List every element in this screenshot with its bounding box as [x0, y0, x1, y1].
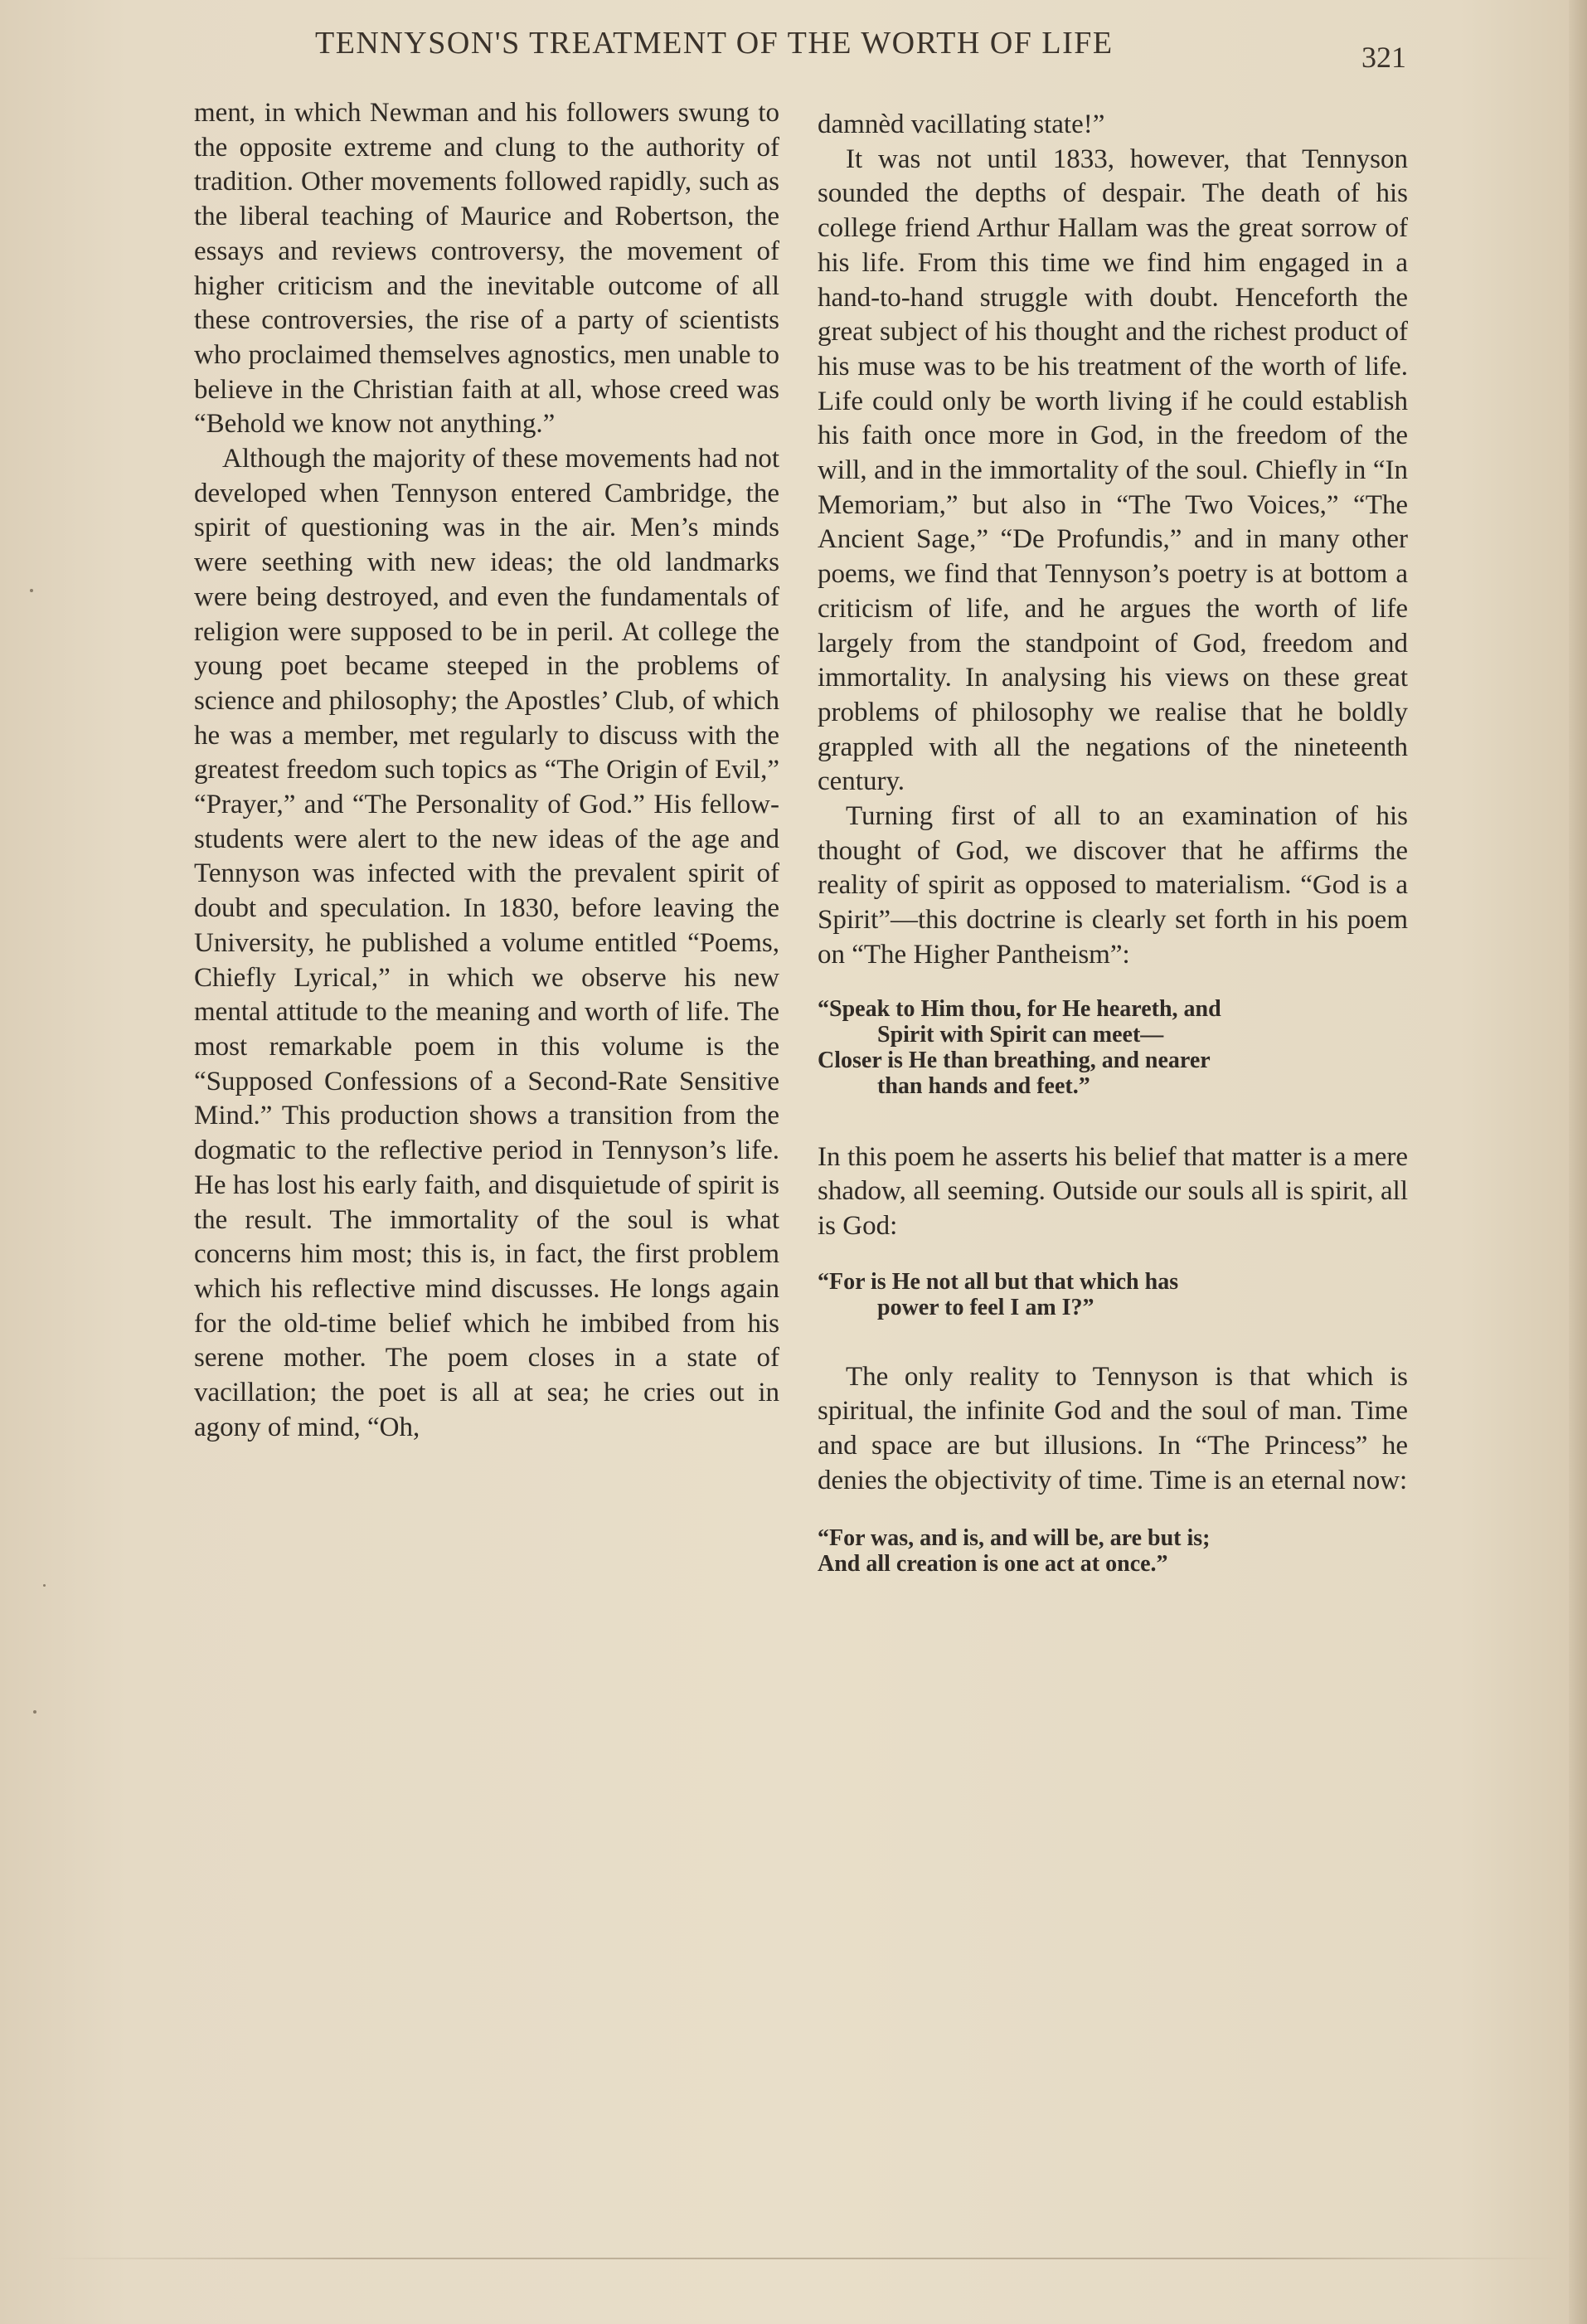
verse-line: Spirit with Spirit can meet— [877, 1021, 1164, 1048]
right-paragraph-5: The only reality to Tennyson is that which is spiritual, the infinite God and the soul of man. Time and space are but illusions. In “The Princess” he denies the objectivity of time. Time is an eternal now: [818, 1361, 1408, 1495]
right-column [818, 108, 1408, 1577]
verse-quote-i-am-i [818, 1269, 1408, 1320]
right-paragraph-2: It was not until 1833, however, that Tennyson sounded the depths of despair. The death of his college friend Arthur Hallam was the great sorrow of his life. From this time we find him engaged in a hand-to-hand struggle with doubt. Henceforth the great subject of his thought and the richest product of his muse was to be his treatment of the worth of life. Life could only be worth living if he could establish his faith once more in God, in the freedom of the will, and in the immortality of the soul. Chiefly in “In Memoriam,” but also in “The Two Voices,” “The Ancient Sage,” “De Profundis,” and in many other poems, we find that Tennyson’s poetry is at bottom a criticism of life, and he argues the worth of life largely from the standpoint of God, freedom and immortality. In analysing his views on these great problems of philosophy we realise that he boldly grappled with all the negations of the nineteenth century. [818, 143, 1408, 797]
verse-line: “Speak to Him thou, for He heareth, and [818, 995, 1221, 1022]
verse-line: “For was, and is, and will be, are but is; [818, 1524, 1211, 1551]
verse-quote-princess [818, 1525, 1408, 1577]
page-bottom-rule [50, 2258, 1559, 2259]
left-paragraph-2: Although the majority of these movements had not developed when Tennyson entered Cambridge, the spirit of questioning was in the air. Men’s minds were seething with new ideas; the old landmarks were being destroyed, and even the fundamentals of religion were supposed to be in peril. At college the young poet became steeped in the problems of science and philosophy; the Apostles’ Club, of which he was a member, met regularly to discuss with the greatest freedom such topics as “The Origin of Evil,” “Prayer,” and “The Personality of God.” His fellow-students were alert to the new ideas of the age and Tennyson was infected with the prevalent spirit of doubt and speculation. In 1830, before leaving the University, he published a volume entitled “Poems, Chiefly Lyrical,” in which we observe his new mental attitude to the meaning and worth of life. The most remarkable poem in this volume is the “Supposed Confessions of a Second-Rate Sensitive Mind.” This production shows a transition from the dogmatic to the reflective period in Tennyson’s life. He has lost his early faith, and disquietude of spirit is the result. The immortality of the soul is what concerns him most; this is, in fact, the first problem which his reflective mind discusses. He longs again for the old-time belief which he imbibed from his serene mother. The poem closes in a state of vacillation; the poet is all at sea; he cries out in agony of mind, “Oh, [194, 444, 779, 1442]
verse-line: than hands and feet.” [877, 1072, 1090, 1099]
verse-line: power to feel I am I?” [877, 1294, 1094, 1320]
page-edge-shadow [1569, 0, 1587, 2324]
paper-speck [43, 1584, 46, 1587]
page-number: 321 [1361, 41, 1406, 74]
verse-line: “For is He not all but that which has [818, 1268, 1179, 1295]
paper-speck [33, 1710, 36, 1714]
right-paragraph-3: Turning first of all to an examination of his thought of God, we discover that he affirms the reality of spirit as opposed to materialism. “God is a Spirit”—this doctrine is clearly set forth in his poem on “The Higher Pantheism”: [818, 801, 1408, 970]
verse-line: And all creation is one act at once.” [818, 1550, 1168, 1577]
verse-quote-higher-pantheism [818, 996, 1408, 1099]
left-column [194, 96, 779, 1445]
right-paragraph-4: In this poem he asserts his belief that matter is a mere shadow, all seeming. Outside our souls all is spirit, all is God: [818, 1141, 1408, 1241]
left-paragraph-1: ment, in which Newman and his followers swung to the opposite extreme and clung to the authority of tradition. Other movements followed rapidly, such as the liberal teaching of Maurice and Robertson, the essays and reviews controversy, the movement of higher criticism and the inevitable outcome of all these controversies, the rise of a party of scientists who proclaimed themselves agnostics, men unable to believe in the Christian faith at all, whose creed was “Behold we know not anything.” [194, 98, 779, 440]
verse-line: Closer is He than breathing, and nearer [818, 1047, 1211, 1073]
right-paragraph-1: damnèd vacillating state!” [818, 109, 1105, 139]
running-head: TENNYSON'S TREATMENT OF THE WORTH OF LIFE [315, 26, 1114, 61]
paper-speck [30, 589, 33, 592]
